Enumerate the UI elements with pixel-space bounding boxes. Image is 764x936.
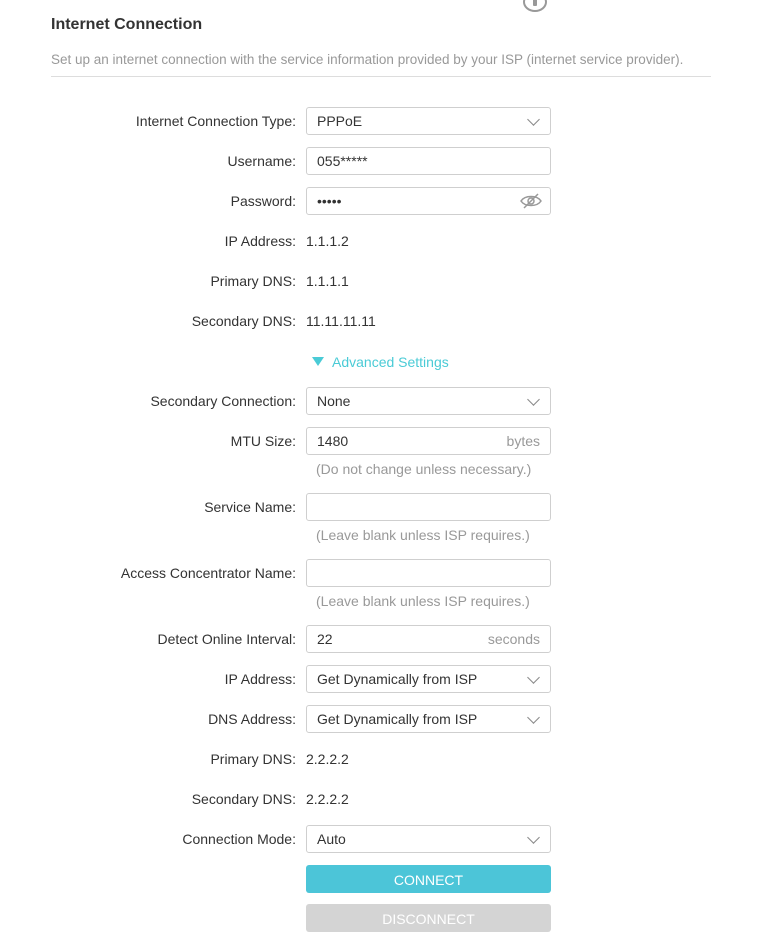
connect-button[interactable]: CONNECT xyxy=(306,865,551,893)
ip-address-label: IP Address: xyxy=(224,233,296,249)
page-description: Set up an internet connection with the service information provided by your ISP (internet service provider). xyxy=(51,52,684,67)
service-name-hint: (Leave blank unless ISP requires.) xyxy=(316,527,530,543)
connection-type-select[interactable] xyxy=(306,107,551,135)
divider xyxy=(51,76,711,77)
detect-interval-unit: seconds xyxy=(487,631,540,647)
detect-interval-value: 22 xyxy=(317,631,333,647)
adv-secondary-dns-value: 2.2.2.2 xyxy=(306,791,349,807)
help-icon[interactable] xyxy=(523,0,547,12)
mtu-size-label: MTU Size: xyxy=(230,433,296,449)
adv-ip-address-value: Get Dynamically from ISP xyxy=(317,671,478,687)
ac-name-hint: (Leave blank unless ISP requires.) xyxy=(316,593,530,609)
username-label: Username: xyxy=(227,153,296,169)
disconnect-button[interactable]: DISCONNECT xyxy=(306,904,551,932)
adv-secondary-dns-label: Secondary DNS: xyxy=(191,791,296,807)
primary-dns-value: 1.1.1.1 xyxy=(306,273,349,289)
adv-ip-address-select[interactable] xyxy=(306,665,551,693)
service-name-label: Service Name: xyxy=(204,499,296,515)
triangle-down-icon xyxy=(312,357,324,366)
ip-address-value: 1.1.1.2 xyxy=(306,233,349,249)
mtu-size-input[interactable] xyxy=(306,427,551,455)
eye-slash-icon[interactable] xyxy=(520,193,542,209)
secondary-connection-value: None xyxy=(317,393,351,409)
secondary-connection-select[interactable] xyxy=(306,387,551,415)
connection-mode-select[interactable] xyxy=(306,825,551,853)
primary-dns-label: Primary DNS: xyxy=(210,273,296,289)
mtu-size-value: 1480 xyxy=(317,433,349,449)
connection-mode-label: Connection Mode: xyxy=(182,831,296,847)
advanced-settings-toggle[interactable] xyxy=(312,354,449,370)
connection-type-label: Internet Connection Type: xyxy=(135,113,296,129)
mtu-unit: bytes xyxy=(506,433,540,449)
mtu-hint: (Do not change unless necessary.) xyxy=(316,461,532,477)
secondary-dns-value: 11.11.11.11 xyxy=(306,313,376,329)
chevron-down-icon xyxy=(527,393,540,406)
adv-primary-dns-value: 2.2.2.2 xyxy=(306,751,349,767)
username-input[interactable] xyxy=(306,147,551,175)
dns-address-label: DNS Address: xyxy=(208,711,296,727)
secondary-dns-label: Secondary DNS: xyxy=(191,313,296,329)
adv-ip-address-label: IP Address: xyxy=(224,671,296,687)
ac-name-input[interactable] xyxy=(306,559,551,587)
chevron-down-icon xyxy=(527,711,540,724)
adv-primary-dns-label: Primary DNS: xyxy=(210,751,296,767)
connection-type-value: PPPoE xyxy=(317,113,363,129)
ac-name-label: Access Concentrator Name: xyxy=(120,565,296,581)
chevron-down-icon xyxy=(527,671,540,684)
password-input[interactable] xyxy=(306,187,551,215)
password-value: ••••• xyxy=(317,193,342,209)
dns-address-select[interactable] xyxy=(306,705,551,733)
username-value: 055***** xyxy=(317,153,368,169)
dns-address-value: Get Dynamically from ISP xyxy=(317,711,478,727)
secondary-connection-label: Secondary Connection: xyxy=(150,393,296,409)
chevron-down-icon xyxy=(527,831,540,844)
service-name-input[interactable] xyxy=(306,493,551,521)
detect-interval-input[interactable] xyxy=(306,625,551,653)
connection-mode-value: Auto xyxy=(317,831,346,847)
chevron-down-icon xyxy=(527,113,540,126)
advanced-settings-label: Advanced Settings xyxy=(332,354,449,370)
page-title: Internet Connection xyxy=(51,16,203,33)
detect-interval-label: Detect Online Interval: xyxy=(157,631,296,647)
password-label: Password: xyxy=(230,193,296,209)
